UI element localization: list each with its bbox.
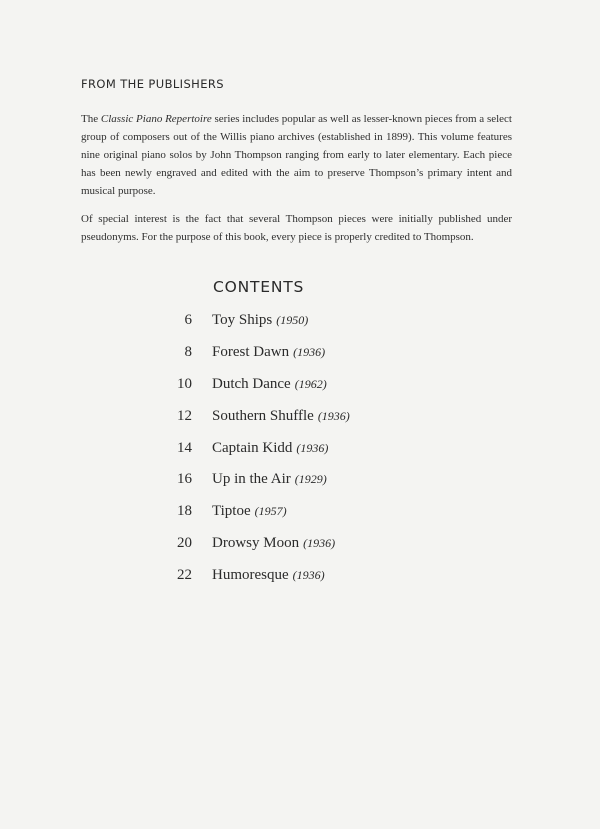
contents-page-number: 14 [177, 439, 192, 456]
publishers-paragraph-1 [81, 110, 512, 200]
piece-year: (1936) [317, 408, 350, 423]
piece-year: (1936) [292, 568, 325, 583]
contents-item [150, 376, 450, 408]
contents-page-number: 16 [177, 471, 192, 488]
piece-title: Toy Ships [212, 312, 273, 328]
contents-entry [212, 440, 328, 457]
para1-rest: series includes popular as well as lesser-known pieces from a select group of composers out of the Willis piano archives (established in 1899). This volume features nine original piano solos by John Thompson ranging from early to later elementary. Each piece has been newly engraved and edited with the aim to preserve Thompson’s primary intent and musical purpose. [81, 113, 512, 197]
piece-title: Tiptoe [212, 503, 251, 520]
contents-entry [212, 408, 350, 425]
contents-item [150, 503, 450, 535]
publishers-text [81, 110, 512, 256]
contents-item [150, 344, 450, 376]
piece-year: (1936) [293, 344, 326, 359]
contents-page-number: 18 [177, 503, 192, 520]
contents-item [150, 312, 450, 344]
piece-year: (1929) [294, 472, 327, 487]
piece-title: Humoresque [212, 567, 289, 584]
contents-item [150, 471, 450, 503]
piece-year: (1950) [276, 313, 309, 327]
contents-list [150, 312, 450, 599]
contents-item [150, 408, 450, 440]
contents-heading: CONTENTS [213, 278, 305, 296]
contents-entry [212, 471, 327, 488]
contents-page-number: 20 [177, 535, 192, 552]
contents-entry [212, 344, 325, 361]
piece-year: (1962) [294, 376, 327, 391]
piece-title: Drowsy Moon [212, 535, 300, 552]
contents-page-number: 8 [184, 343, 192, 360]
publishers-paragraph-2: Of special interest is the fact that several Thompson pieces were initially published under pseudonyms. For the purpose of this book, every piece is properly credited to Thompson. [81, 213, 512, 243]
piece-title: Forest Dawn [212, 343, 290, 360]
contents-page-number: 10 [177, 375, 192, 392]
contents-page-number: 12 [177, 407, 192, 424]
contents-entry [212, 503, 287, 520]
contents-entry [212, 312, 308, 329]
contents-item [150, 440, 450, 472]
publishers-heading: FROM THE PUBLISHERS [81, 77, 224, 91]
contents-entry [212, 567, 325, 584]
contents-entry [212, 376, 327, 393]
series-title: Classic Piano Repertoire [100, 113, 212, 125]
contents-item [150, 567, 450, 599]
piece-year: (1936) [296, 440, 329, 455]
contents-page-number: 6 [184, 312, 192, 328]
contents-page-number: 22 [177, 567, 192, 584]
piece-year: (1957) [254, 504, 287, 519]
piece-title: Southern Shuffle [212, 407, 314, 424]
contents-entry [212, 535, 335, 552]
piece-title: Up in the Air [212, 471, 291, 488]
piece-title: Captain Kidd [212, 439, 293, 456]
para1-prefix: The [81, 113, 101, 125]
piece-title: Dutch Dance [212, 375, 291, 392]
piece-year: (1936) [303, 536, 336, 551]
contents-item [150, 535, 450, 567]
